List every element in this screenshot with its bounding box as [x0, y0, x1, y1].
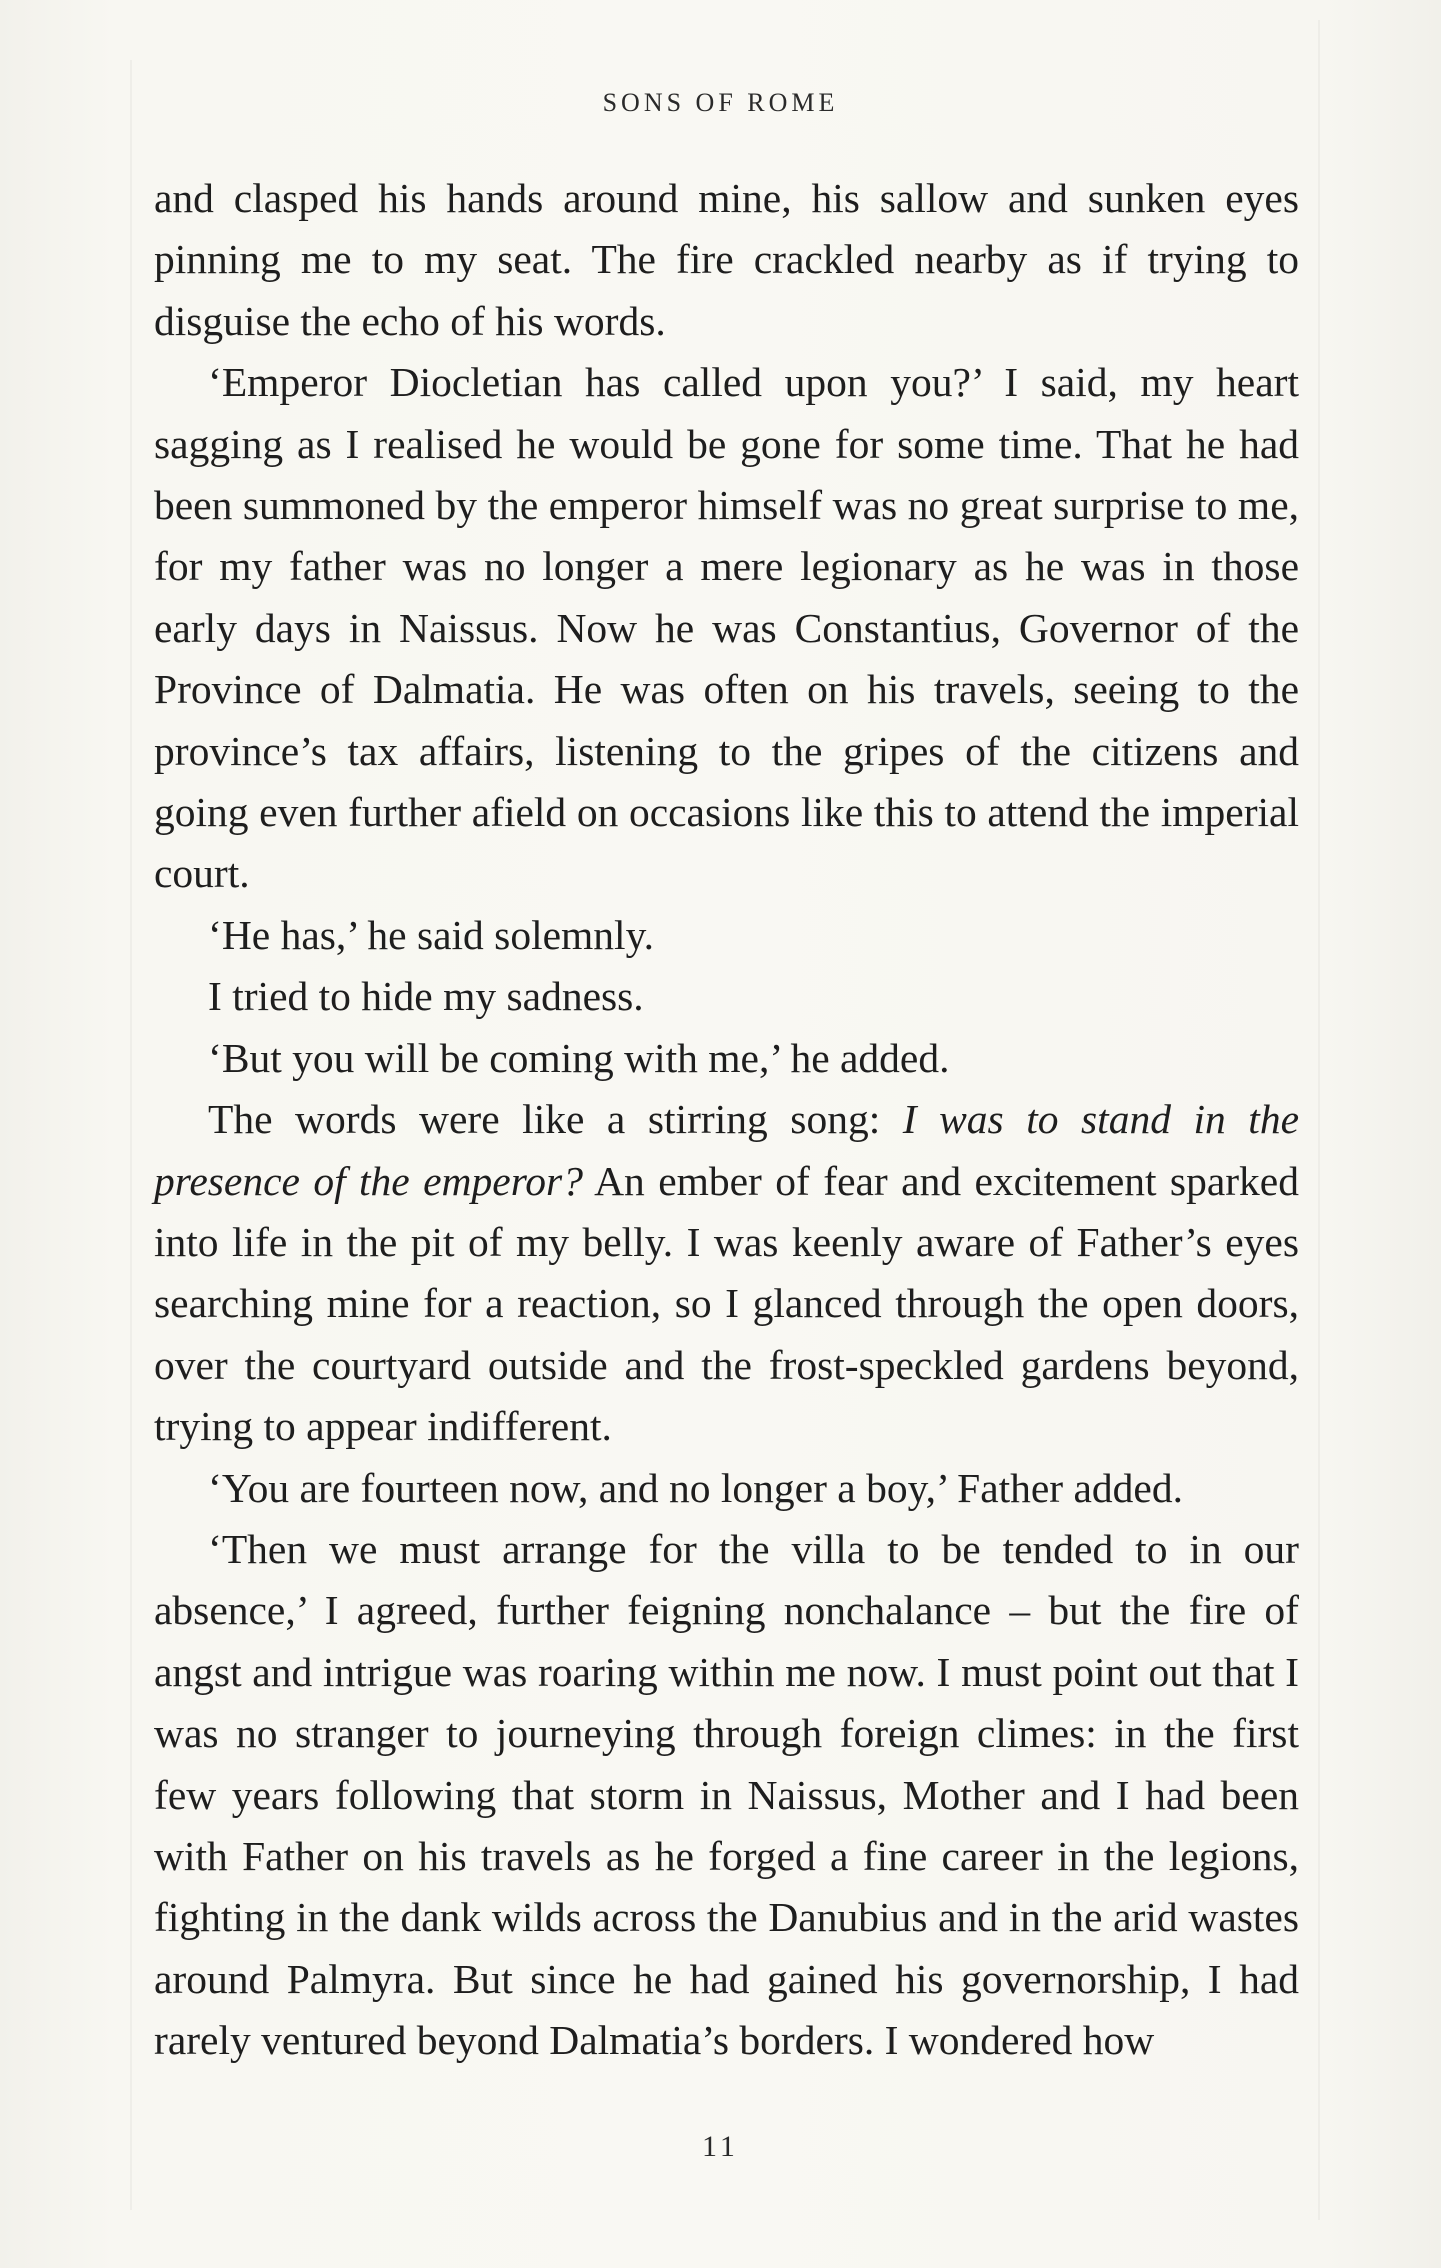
paragraph-6-italic: I was to stand in the presence of the emperor?	[154, 1096, 1299, 1204]
paragraph-8: ‘Then we must arrange for the villa to be tended to in our absence,’ I agreed, further feigning nonchalance – but the fire of angst and intrigue was roaring within me now. I must point out that I was no stranger to journeying through foreign climes: in the first few years following that storm in Naissus, Mother and I had been with Father on his travels as he forged a fine career in the legions, fighting in the dank wilds across the Danubius and in the arid wastes around Palmyra. But since he had gained his governorship, I had rarely ventured beyond Dalmatia’s borders. I wondered how	[154, 1525, 1299, 2064]
paragraph-6-tail: An ember of fear and excitement sparked into life in the pit of my belly. I was keenly aware of Father’s eyes searching mine for a reaction, so I glanced through the open doors, over the courtyard outside and the frost-speckled gardens beyond, trying to appear indifferent.	[154, 1157, 1299, 1450]
paragraph-6	[154, 1089, 1299, 1457]
paragraph-3: ‘He has,’ he said solemnly.	[208, 911, 655, 958]
paragraph-2: ‘Emperor Diocletian has called upon you?’ I said, my heart sagging as I realised he would be gone for some time. That he had been summoned by the emperor himself was no great surprise to me, for my father was no longer a mere legionary as he was in those early days in Naissus. Now he was Constantius, Governor of the Province of Dalmatia. He was often on his travels, seeing to the province’s tax affairs, listening to the gripes of the citizens and going even further afield on occasions like this to attend the imperial court.	[154, 359, 1299, 897]
paragraph-4: I tried to hide my sadness.	[208, 973, 644, 1020]
running-head: SONS OF ROME	[602, 88, 839, 117]
body-text	[154, 168, 1299, 2072]
page-number: 11	[702, 2130, 739, 2163]
paragraph-5: ‘But you will be coming with me,’ he added.	[208, 1034, 950, 1081]
page-edge-shadow-right	[1318, 20, 1320, 2220]
paragraph-7: ‘You are fourteen now, and no longer a boy,’ Father added.	[208, 1464, 1183, 1511]
paragraph-1: and clasped his hands around mine, his sallow and sunken eyes pinning me to my seat. The fire crackled nearby as if trying to disguise the echo of his words.	[154, 175, 1299, 344]
paragraph-6-lead: The words were like a stirring song:	[208, 1096, 903, 1143]
page-edge-shadow-left	[130, 60, 132, 2210]
